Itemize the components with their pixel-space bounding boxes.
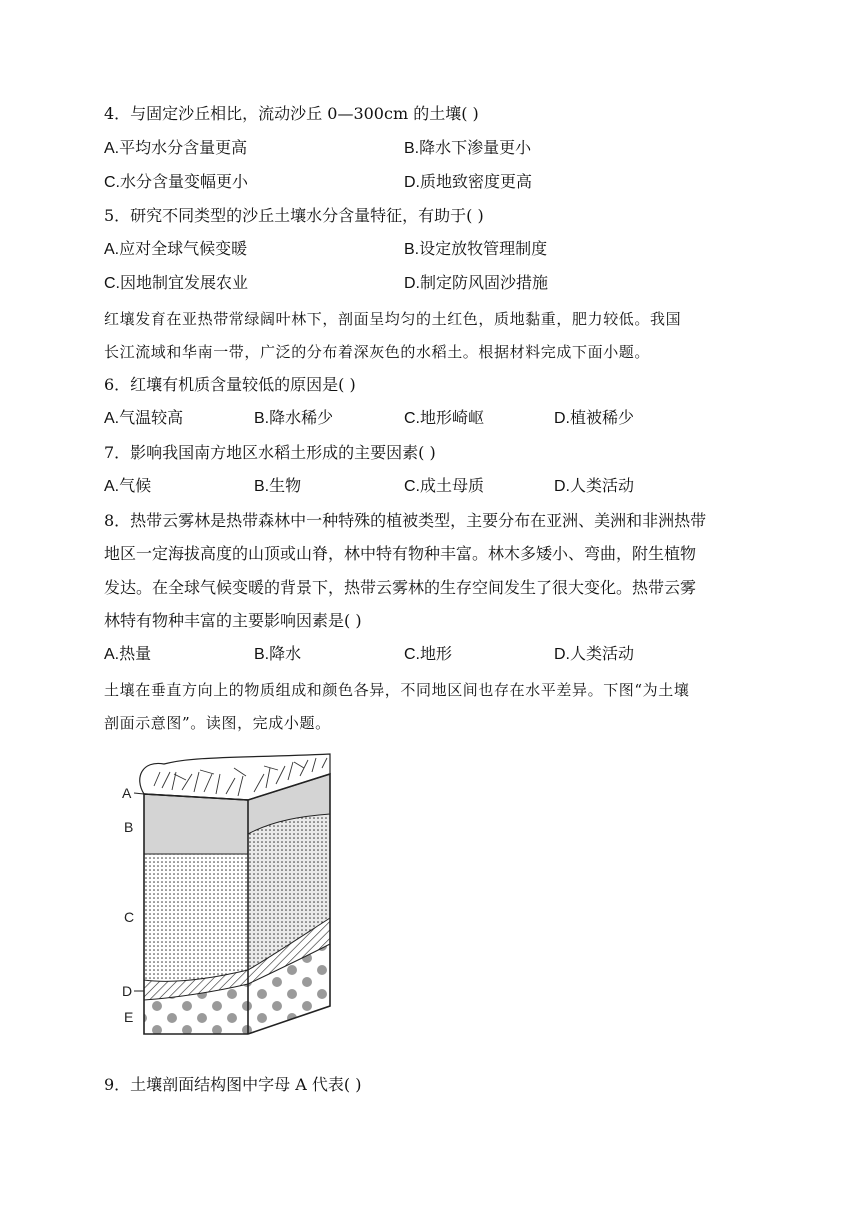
label-e: E [124,1009,134,1025]
layer-b-front [144,794,248,854]
q5-stem: 5．研究不同类型的沙丘土壤水分含量特征，有助于( ) [104,206,484,225]
q8-stem-line4: 林特有物种丰富的主要影响因素是( ) [104,611,362,630]
q4-option-b: B.降水下渗量更小 [404,140,532,157]
material1-line2: 长江流域和华南一带，广泛的分布着深灰色的水稻土。根据材料完成下面小题。 [104,343,651,361]
q6-option-d: D.植被稀少 [554,410,635,427]
material2-line2: 剖面示意图”。读图，完成小题。 [104,714,331,732]
q8-option-c: C.地形 [404,646,453,663]
q5-option-c: C.因地制宜发展农业 [104,275,249,292]
q5-option-d: D.制定防风固沙措施 [404,275,549,292]
q4-option-d: D.质地致密度更高 [404,174,533,191]
q9-stem: 9．土壤剖面结构图中字母 A 代表( ) [104,1075,362,1094]
q4-option-a: A.平均水分含量更高 [104,140,248,157]
q8-option-b: B.降水 [254,646,302,663]
q6-stem: 6．红壤有机质含量较低的原因是( ) [104,375,356,394]
material1-line1: 红壤发育在亚热带常绿阔叶林下，剖面呈均匀的土红色，质地黏重，肥力较低。我国 [104,310,682,328]
q5-option-a: A.应对全球气候变暖 [104,241,248,258]
label-a: A [122,785,132,801]
q8-option-a: A.热量 [104,646,152,663]
label-b: B [124,819,134,835]
q6-option-b: B.降水稀少 [254,410,334,427]
soil-block [140,754,330,1034]
q8-stem-line1: 8．热带云雾林是热带森林中一种特殊的植被类型，主要分布在亚洲、美洲和非洲热带 [104,511,707,530]
q5-option-b: B.设定放牧管理制度 [404,241,548,258]
q7-option-b: B.生物 [254,478,302,495]
q8-stem-line2: 地区一定海拔高度的山顶或山脊，林中特有物种丰富。林木多矮小、弯曲，附生植物 [104,544,697,563]
q7-option-d: D.人类活动 [554,478,635,495]
q7-stem: 7．影响我国南方地区水稻土形成的主要因素( ) [104,443,436,462]
q4-stem: 4．与固定沙丘相比，流动沙丘 0—300cm 的土壤( ) [104,104,479,123]
label-c: C [124,909,135,925]
soil-profile-diagram [104,748,344,1040]
q8-option-d: D.人类活动 [554,646,635,663]
label-d: D [122,983,133,999]
q6-option-c: C.地形崎岖 [404,410,485,427]
q8-stem-line3: 发达。在全球气候变暖的背景下，热带云雾林的生存空间发生了很大变化。热带云雾 [104,578,697,597]
layer-c-front [144,854,248,980]
material2-line1: 土壤在垂直方向上的物质组成和颜色各异，不同地区间也存在水平差异。下图“为土壤 [104,681,690,699]
q7-option-c: C.成土母质 [404,478,485,495]
q4-option-c: C.水分含量变幅更小 [104,174,249,191]
q6-option-a: A.气温较高 [104,410,184,427]
q7-option-a: A.气候 [104,478,152,495]
